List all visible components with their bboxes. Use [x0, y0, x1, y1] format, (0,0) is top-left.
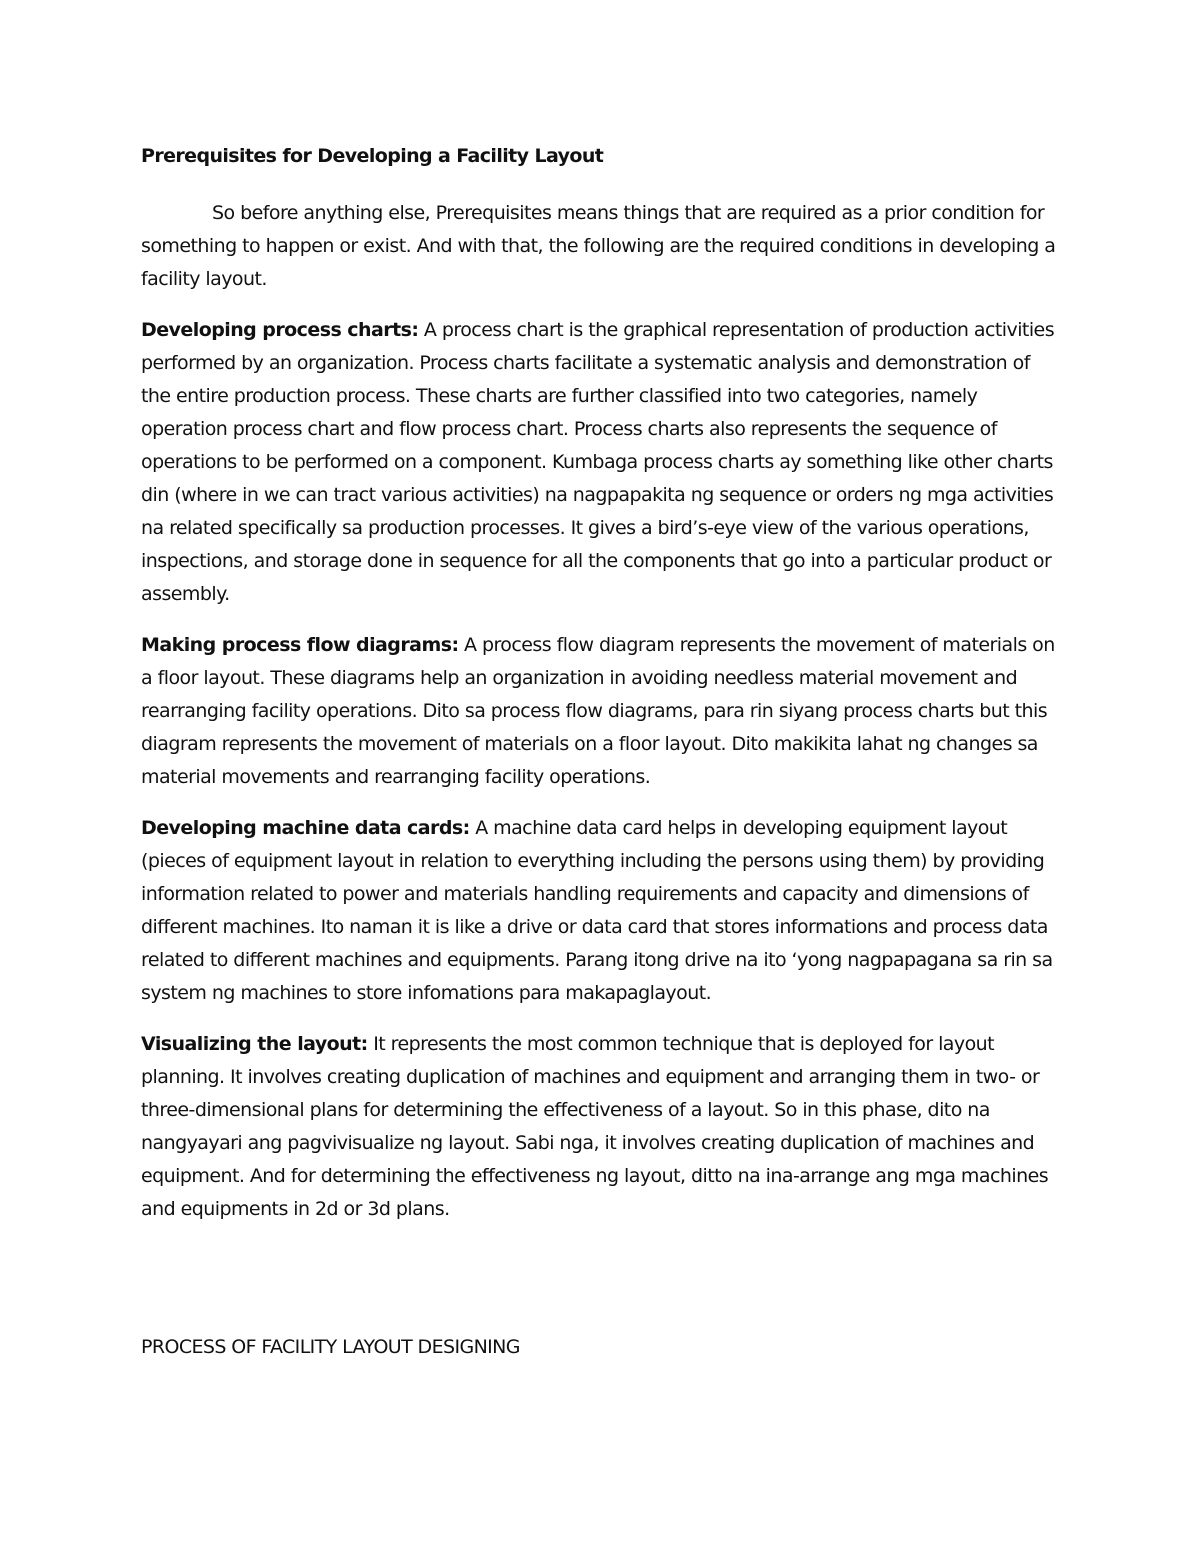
- section-body: A process chart is the graphical representation of production activities performed by an organization. Process charts facilitate a systematic analysis and demonstration of the entire production process. These charts are further classified into two categories, namely operation process chart and flow process chart. Process charts also represents the sequence of operations to be performed on a component. Kumbaga process charts ay something like other charts din (where in we can tract various activities) na nagpapakita ng sequence or orders ng mga activities na related specifically sa production processes. It gives a bird’s-eye view of the various operations, inspections, and storage done in sequence for all the components that go into a particular product or assembly.: [141, 319, 1055, 605]
- section-body: It represents the most common technique that is deployed for layout planning. It involves creating duplication of machines and equipment and arranging them in two- or three-dimensional plans for determining the effectiveness of a layout. So in this phase, dito na nangyayari ang pagvivisualize ng layout. Sabi nga, it involves creating duplication of machines and equipment. And for determining the effectiveness ng layout, ditto na ina-arrange ang mga machines and equipments in 2d or 3d plans.: [141, 1033, 1049, 1220]
- intro-paragraph: So before anything else, Prerequisites means things that are required as a prior condition for something to happen or exist. And with that, the following are the required conditions in developing a facility layout.: [141, 202, 1056, 290]
- section-machine-data-cards: [141, 812, 1059, 1010]
- section-term: Visualizing the layout:: [141, 1033, 368, 1055]
- document-body: [141, 140, 1059, 1244]
- section-body: A process flow diagram represents the movement of materials on a floor layout. These diagrams help an organization in avoiding needless material movement and rearranging facility operations. Dito sa process flow diagrams, para rin siyang process charts but this diagram represents the movement of materials on a floor layout. Dito makikita lahat ng changes sa material movements and rearranging facility operations.: [141, 634, 1055, 788]
- section-term: Making process flow diagrams:: [141, 634, 459, 656]
- document-title: Prerequisites for Developing a Facility Layout: [141, 145, 604, 167]
- closing-heading: PROCESS OF FACILITY LAYOUT DESIGNING: [141, 1336, 520, 1358]
- section-term: Developing process charts:: [141, 319, 419, 341]
- section-body: A machine data card helps in developing equipment layout (pieces of equipment layout in relation to everything including the persons using them) by providing information related to power and materials handling requirements and capacity and dimensions of different machines. Ito naman it is like a drive or data card that stores informations and process data related to different machines and equipments. Parang itong drive na ito ‘yong nagpapagana sa rin sa system ng machines to store infomations para makapaglayout.: [141, 817, 1053, 1004]
- section-term: Developing machine data cards:: [141, 817, 470, 839]
- section-visualizing-layout: [141, 1028, 1059, 1226]
- section-process-charts: [141, 314, 1059, 611]
- section-process-flow-diagrams: [141, 629, 1059, 794]
